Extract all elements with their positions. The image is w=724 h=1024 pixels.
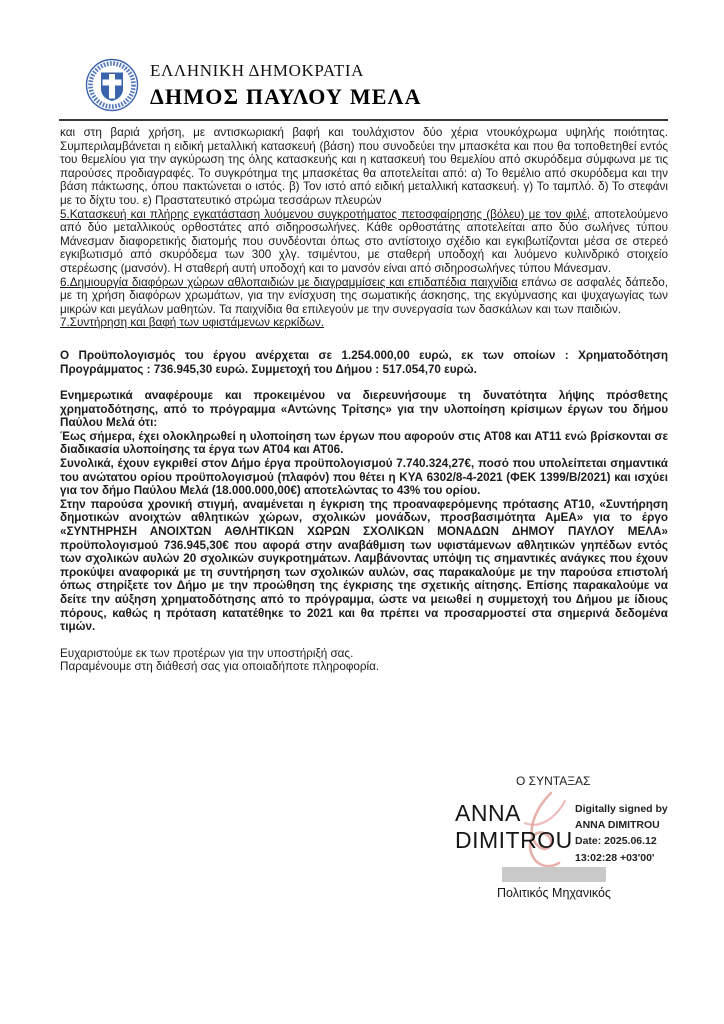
municipality-title: ΔΗΜΟΣ ΠΑΥΛΟΥ ΜΕΛΑ — [150, 83, 422, 109]
redaction-box — [502, 867, 606, 882]
municipal-emblem-icon — [85, 58, 139, 112]
signer-name — [455, 800, 573, 854]
paragraph: Ευχαριστούμε εκ των προτέρων για την υποστήριξή σας. — [60, 646, 354, 660]
digital-signature-line: 13:02:28 +03'00' — [575, 851, 655, 864]
paragraph: και στη βαριά χρήση, με αντισκωριακή βαφή και τουλάχιστον δύο χέρια ντουκόχρωμα υψηλής ποιότητας. Συμπεριλαμβάνεται η ειδική μεταλλική κατασκευή (βάση) που συνοδεύει την μπασκέτα και που θα τοποθετηθεί εντός του θεμελίου για την αγκύρωση της όλης κατασκευής και η κατασκευή του θεμελίου από σκυρόδεμα σύμφωνα με τις παρούσες προδιαγραφές. Το συγκρότημα της μπασκέτας θα αποτελείται από: α) Το θεμέλιο από σκυρόδεμα και την βάση πάκτωσης, όπου πακτώνεται ο ιστός. β) Τον ιστό από ειδική μεταλλική κατασκευή. γ) Το ταμπλό. δ) Το στεφάνι με το δίχτυ του. ε) Πραστατευτικό στρώμα τεσσάρων πλευρών — [60, 126, 668, 207]
signature-closer: Ο ΣΥΝΤΑΞΑΣ — [516, 774, 591, 788]
document-header — [85, 58, 422, 112]
paragraph: Έως σήμερα, έχει ολοκληρωθεί η υλοποίηση των έργων που αφορούν στις ΑΤ08 και ΑΤ11 ενώ βρίσκονται σε διαδικασία υλοποίησης τα έργα των ΑΤ04 και ΑΤ06. — [60, 429, 668, 457]
digital-signature-details — [575, 801, 677, 866]
paragraph: 6.Δημιουργία διαφόρων χώρων αθλοπαιδιών με διαγραμμίσεις και επιδαπέδια παιχνίδια επάνω σε ασφαλές δάπεδο, με τη χρήση διαφόρων χρωμάτων, για την ενίσχυση της σωματικής άσκησης, της εκγύμνασης και ψυχαγωγίας των μικρών και μεγάλων μαθητών. Τα παιχνίδια θα επιλεγούν με την συνεργασία των δασκάλων και των παιδιών. — [60, 275, 668, 316]
paragraph: 7.Συντήρηση και βαφή των υφιστάμενων κερκίδων. — [60, 316, 325, 330]
signer-name-line: ANNA — [455, 800, 521, 826]
digital-signature-line: Date: 2025.06.12 — [575, 835, 657, 848]
paragraph: Παραμένουμε στη διάθεσή σας για οποιαδήποτε πληροφορία. — [60, 660, 380, 674]
paragraph: 5.Κατασκευή και πλήρης εγκατάσταση λυόμενου συγκροτήματος πετοσφαίρησης (βόλευ) με τον φιλέ, αποτελούμενο από δύο μεταλλικούς ορθοστάτες από σιδηροσωλήνες. Κάθε ορθοστάτης αποτελείται απο δύο σωλήνες τύπου Μάνεσμαν διαφορετικής διατομής που συνδέονται όπως στο αντίστοιχο σχέδιο και εγκιβωτίζονται μέσα σε στερεό εγκιβωτισμό από σκυρόδεμα των 300 χλγ. τσιμέντου, με σταθερή υποδοχή και λυόμενο κυλινδρικό στοιχείο στερέωσης (μανσόν). Η σταθερή αυτή υποδοχή και το μανσόν είναι από σιδηροσωλήνες τύπου Μάνεσμαν. — [60, 207, 668, 275]
republic-title: ΕΛΛΗΝΙΚΗ ΔΗΜΟΚΡΑΤΙΑ — [150, 60, 365, 80]
digital-signature-line: ANNA DIMITROU — [575, 819, 660, 832]
digital-signature-line: Digitally signed by — [575, 803, 668, 815]
document-body — [60, 126, 668, 674]
paragraph: Ενημερωτικά αναφέρουμε και προκειμένου να διερευνήσουμε τη δυνατότητα λήψης πρόσθετης χρηματοδότησης, από το πρόγραμμα «Αντώνης Τρίτσης» για την υλοποίηση κρίσιμων έργων του δήμου Παύλου Μελά ότι: — [60, 389, 668, 430]
paragraph: Στην παρούσα χρονική στιγμή, αναμένεται η έγκριση της προαναφερόμενης πρότασης ΑΤ10, «Συντήρηση δημοτικών ανοιχτών αθλητικών χώρων, σχολικών μονάδων, προσβασιμότητα ΑμΕΑ» για το έργο «ΣΥΝΤΗΡΗΣΗ ΑΝΟΙΧΤΩΝ ΑΘΛΗΤΙΚΩΝ ΧΩΡΩΝ ΣΧΟΛΙΚΩΝ ΜΟΝΑΔΩΝ ΔΗΜΟΥ ΠΑΥΛΟΥ ΜΕΛΑ» προϋπολογισμού 736.945,30€ που αφορά στην αναβάθμιση των υφιστάμενων αθλητικών γηπέδων εντός των σχολικών αυλών 20 σχολικών συγκροτημάτων. Λαμβάνοντας υπόψη τις σημαντικές ανάγκες που έχουν προκύψει αναφορικά με τη συντήρηση των σχολικών αυλών, σας παρακαλούμε με την παρούσα επιστολή όπως στηρίξετε τον Δήμο με την προώθηση της έγκρισης τηε σχετικής αίτησης. Επίσης παρακαλούμε να δείτε την αύξηση χρηματοδότησης από το πρόγραμμα, ώστε να μειωθεί η συμμετοχή του Δήμου με ίδιους πόρους, καθώς η πρόταση κατατέθηκε το 2021 και θα πρέπει να προσαρμοστεί στα σημερινά δεδομένα τιμών. — [60, 497, 668, 634]
signer-name-line: DIMITROU — [455, 827, 573, 853]
header-titles — [150, 61, 422, 110]
header-divider — [59, 119, 668, 121]
paragraph: Ο Προϋπολογισμός του έργου ανέρχεται σε 1.254.000,00 ευρώ, εκ των οποίων : Χρηματοδότηση Προγράμματος : 736.945,30 ευρώ. Συμμετοχή του Δήμου : 517.054,70 ευρώ. — [60, 348, 668, 376]
signer-role: Πολιτικός Μηχανικός — [497, 886, 611, 900]
paragraph: Συνολικά, έχουν εγκριθεί στον Δήμο έργα προϋπολογισμού 7.740.324,27€, ποσό που υπολείπεται σημαντικά του ανώτατου ορίου προϋπολογισμού (πλαφόν) που θέτει η ΚΥΑ 6302/8-4-2021 (ΦΕΚ 1399/Β/2021) και ισχύει για τον δήμο Παύλου Μελά (18.000.000,00€) αποτελώντας το 43% του ορίου. — [60, 457, 668, 498]
